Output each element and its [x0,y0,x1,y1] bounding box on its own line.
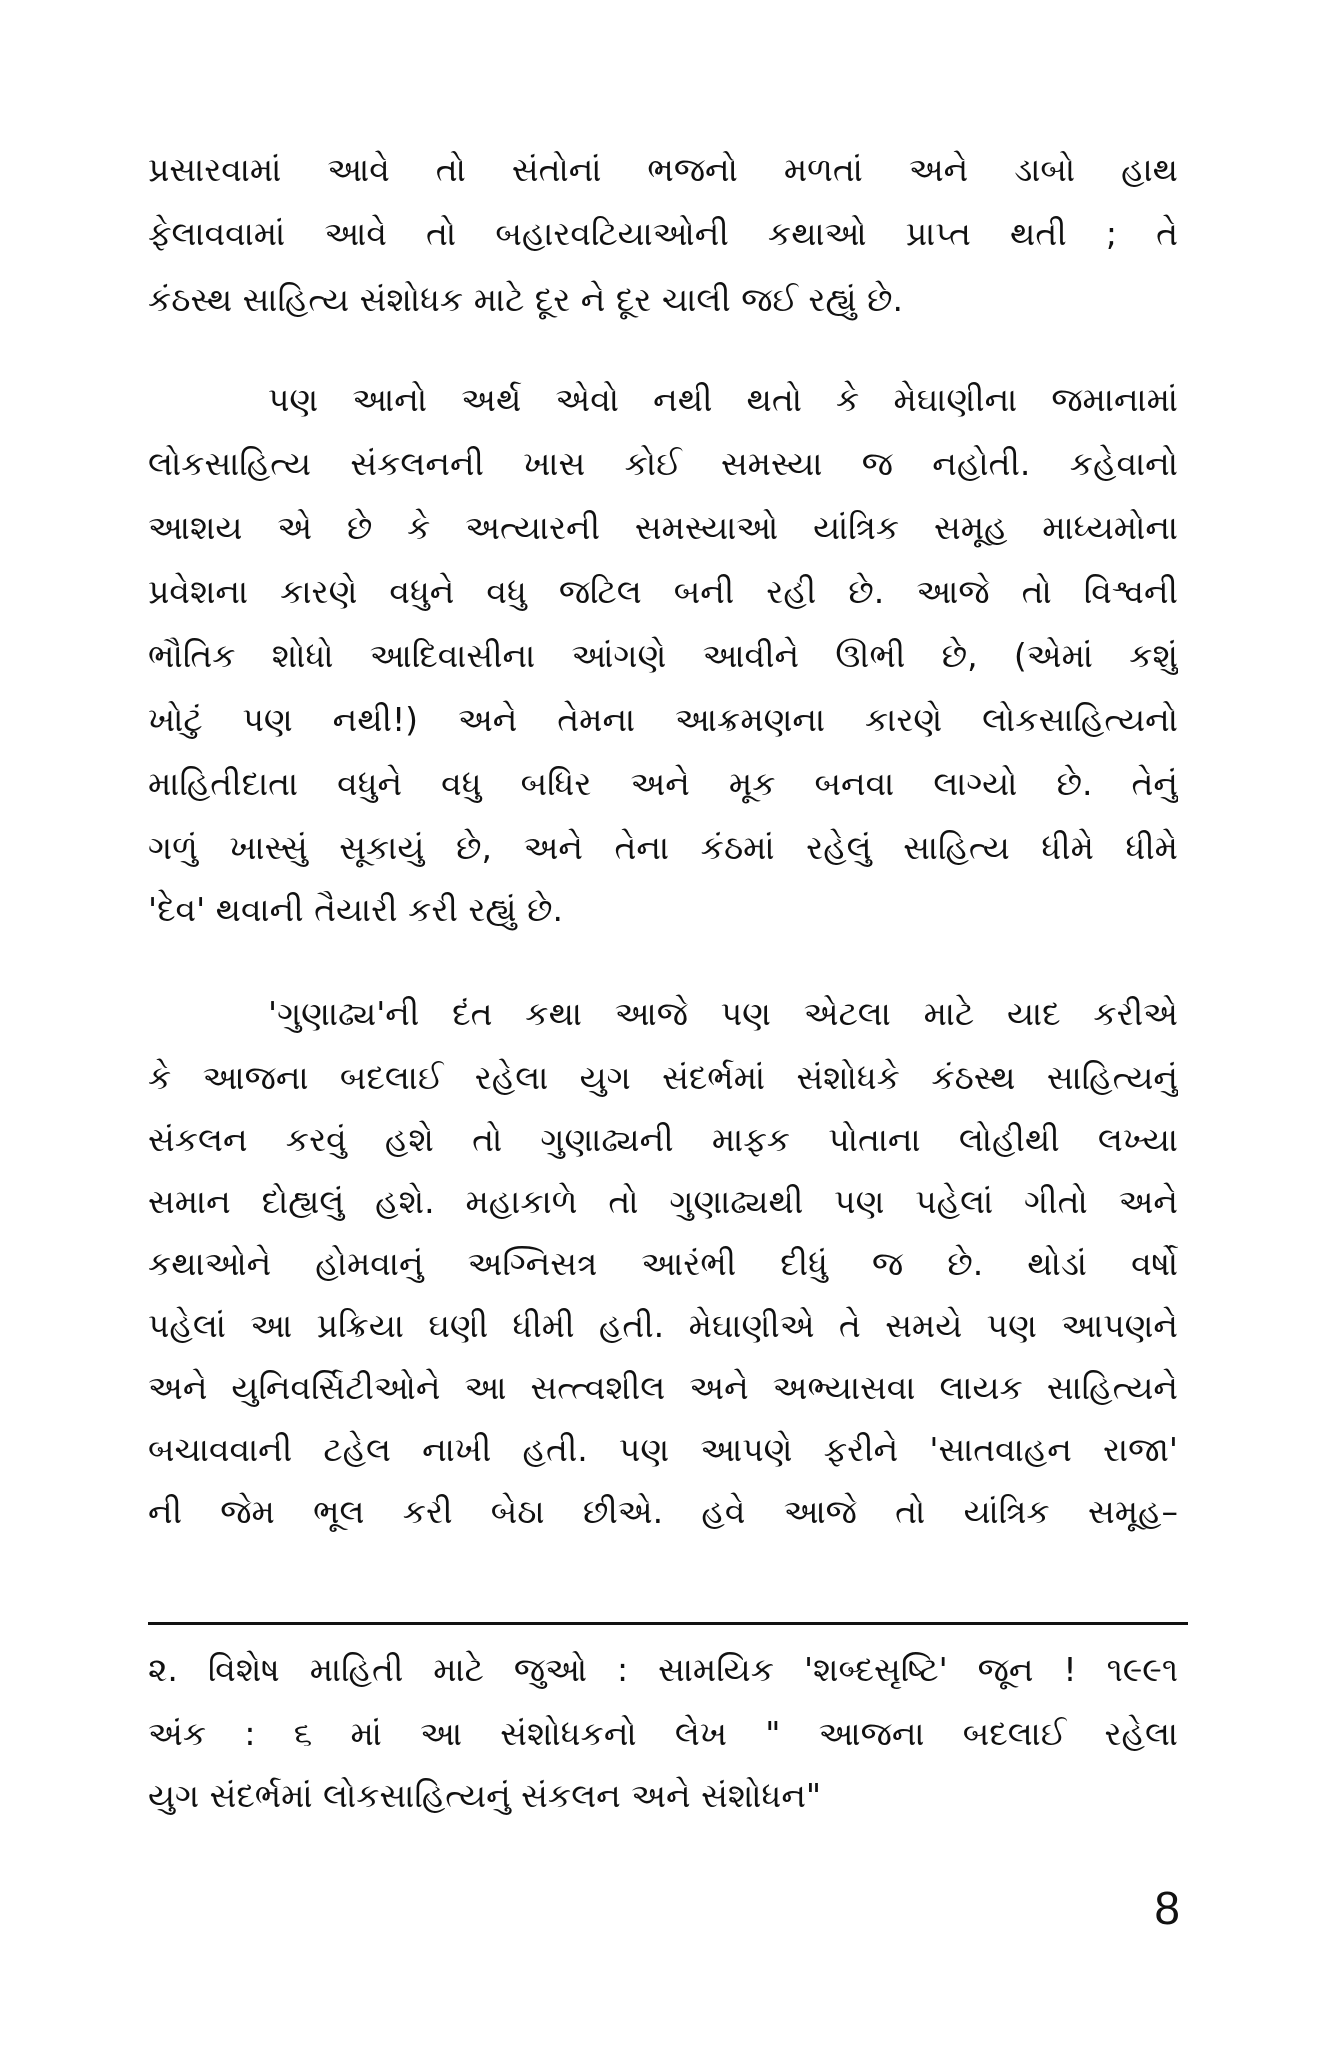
paragraph-2-line-3: આશય એ છે કે અત્યારની સમસ્યાઓ યાંત્રિક સમૂહ માધ્યમોના [148,508,1178,547]
paragraph-3-line-1: 'ગુણાઢ્ય'ની દંત કથા આજે પણ એટલા માટે યાદ કરીએ [268,994,1178,1033]
paragraph-3-line-7: અને યુનિવર્સિટીઓને આ સત્ત્વશીલ અને અભ્યાસવા લાયક સાહિત્યને [148,1368,1178,1407]
paragraph-1-line-1: પ્રસારવામાં આવે તો સંતોનાં ભજનો મળતાં અને ડાબો હાથ [148,150,1178,189]
paragraph-2-line-1: પણ આનો અર્થ એવો નથી થતો કે મેઘાણીના જમાનામાં [268,380,1178,419]
paragraph-3-line-2: કે આજના બદલાઈ રહેલા યુગ સંદર્ભમાં સંશોધકે કંઠસ્થ સાહિત્યનું [148,1058,1178,1097]
paragraph-2-line-4: પ્રવેશના કારણે વધુને વધુ જટિલ બની રહી છે. આજે તો વિશ્વની [148,572,1178,611]
paragraph-3-line-4: સમાન દોહ્યલું હશે. મહાકાળે તો ગુણાઢ્યથી પણ પહેલાં ગીતો અને [148,1182,1178,1221]
paragraph-3-line-3: સંકલન કરવું હશે તો ગુણાઢ્યની માફક પોતાના લોહીથી લખ્યા [148,1120,1178,1159]
footnote-line-2: અંક : ૬ માં આ સંશોધકનો લેખ " આજના બદલાઈ રહેલા [148,1714,1178,1753]
paragraph-2-line-5: ભૌતિક શોધો આદિવાસીના આંગણે આવીને ઊભી છે, (એમાં કશું [148,636,1178,675]
paragraph-3-line-9: ની જેમ ભૂલ કરી બેઠા છીએ. હવે આજે તો યાંત્રિક સમૂહ– [148,1492,1178,1531]
paragraph-1-line-3: કંઠસ્થ સાહિત્ય સંશોધક માટે દૂર ને દૂર ચાલી જઈ રહ્યું છે. [148,280,903,319]
paragraph-2-line-6: ખોટું પણ નથી!) અને તેમના આક્રમણના કારણે લોકસાહિત્યનો [148,700,1178,739]
page-number: 8 [1154,1882,1180,1934]
footnote-line-1: ૨. વિશેષ માહિતી માટે જુઓ : સામયિક 'શબ્દસૃષ્ટિ' જૂન ! ૧૯૯૧ [148,1650,1178,1689]
paragraph-2-line-7: માહિતીદાતા વધુને વધુ બધિર અને મૂક બનવા લાગ્યો છે. તેનું [148,764,1178,803]
paragraph-1-line-2: ફેલાવવામાં આવે તો બહારવટિયાઓની કથાઓ પ્રાપ્ત થતી ; તે [148,214,1178,253]
paragraph-2-line-8: ગળું ખાસ્સું સૂકાયું છે, અને તેના કંઠમાં રહેલું સાહિત્ય ધીમે ધીમે [148,828,1178,867]
paragraph-3-line-5: કથાઓને હોમવાનું અગ્નિસત્ર આરંભી દીધું જ છે. થોડાં વર્ષો [148,1244,1178,1283]
footnote-divider [148,1622,1188,1625]
paragraph-2-line-9: 'દેવ' થવાની તૈયારી કરી રહ્યું છે. [148,890,563,929]
footnote-line-3: યુગ સંદર્ભમાં લોકસાહિત્યનું સંકલન અને સંશોધન" [148,1776,822,1815]
paragraph-3-line-8: બચાવવાની ટહેલ નાખી હતી. પણ આપણે ફરીને 'સાતવાહન રાજા' [148,1430,1178,1469]
paragraph-3-line-6: પહેલાં આ પ્રક્રિયા ઘણી ધીમી હતી. મેઘાણીએ તે સમયે પણ આપણને [148,1306,1178,1345]
paragraph-2-line-2: લોકસાહિત્ય સંકલનની ખાસ કોઈ સમસ્યા જ નહોતી. કહેવાનો [148,444,1178,483]
